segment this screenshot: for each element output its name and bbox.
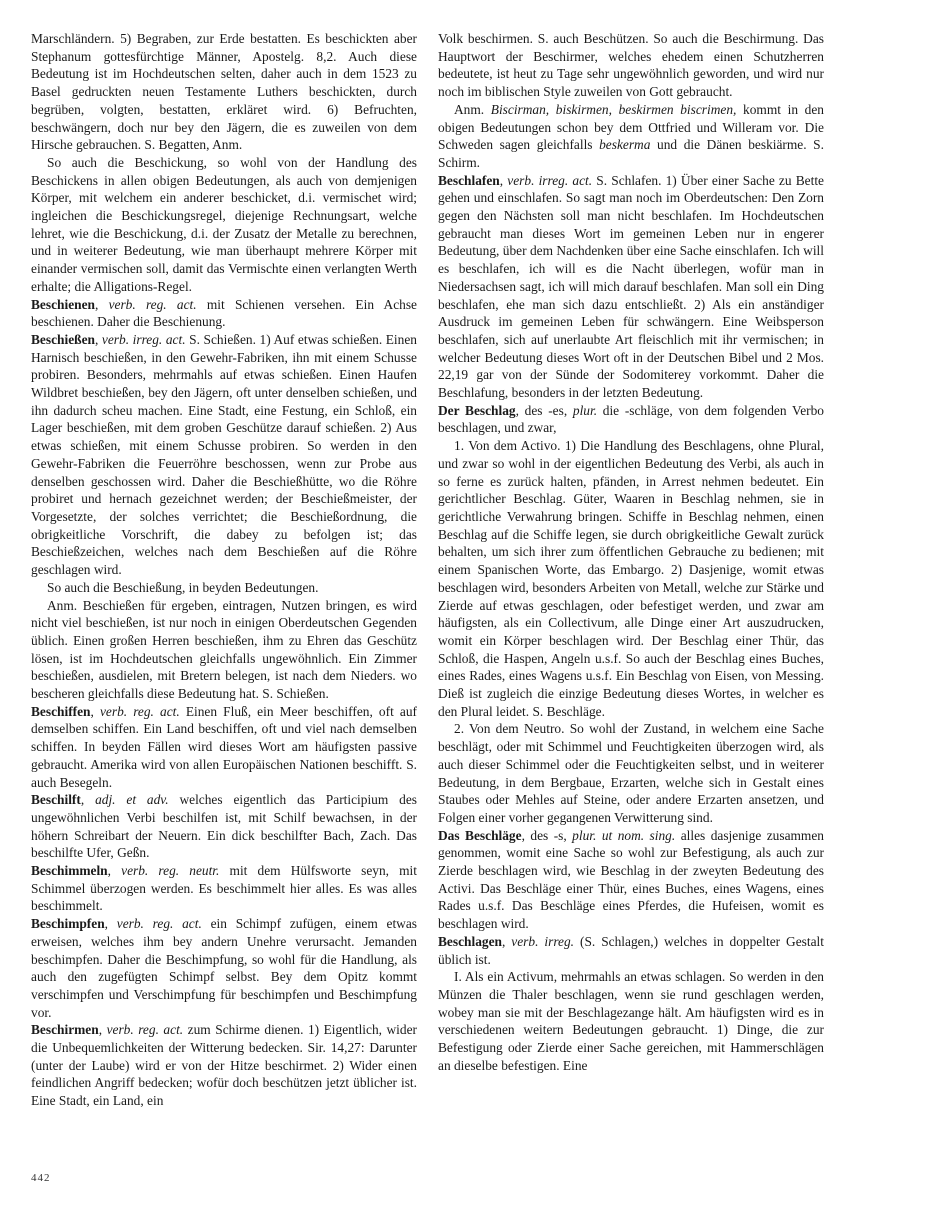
right-column-paragraph [438, 30, 824, 101]
entry-text: , [107, 863, 122, 879]
grammar-label: adj. et adv. [95, 792, 169, 808]
left-column-paragraph [31, 331, 417, 579]
entry-text: 2. Von dem Neutro. So wohl der Zustand, in welchem eine Sache beschlägt, oder mit Schimmel und Feuchtigkeiten überzogen wird, als auch dieser Schimmel oder die Feuchtigkeiten selbst, und in weiterer Bedeutung, in dem Bergbaue, Erzarten, welche sich in Gestalt eines Staubes oder Mehles auf Steine, oder andere Erzarten ansetzen, und Folgen einer vorher gegangenen Verwitterung sind. [438, 721, 824, 825]
headword: Beschirmen [31, 1022, 99, 1038]
grammar-label: verb. reg. act. [106, 1022, 184, 1038]
entry-text: Marschländern. 5) Begraben, zur Erde bestatten. Es beschickten aber Stephanum gottesfürchtige Männer, Apostelg. 8,2. Auch diese Bedeutung ist im Hochdeutschen selten, daher auch in dem 1523 zu Basel gedruckten neuen Testamente Luthers beschickten, durch begrüben, volgten, bestatten, erkläret wird. 6) Befruchten, beschwängern, doch nur bey den Jägern, die es zuweilen von dem Hirsche gebrauchen. S. Begatten, Anm. [31, 31, 417, 153]
grammar-label: plur. ut nom. sing. [572, 827, 676, 843]
right-column-paragraph [438, 172, 824, 402]
entry-text: , [98, 1022, 107, 1038]
headword: Beschimpfen [31, 916, 105, 932]
left-column-paragraph [31, 791, 417, 862]
headword: Der Beschlag [438, 402, 516, 418]
left-column-paragraph [31, 30, 417, 154]
right-column-paragraph [438, 101, 824, 172]
headword: Das Beschläge [438, 827, 522, 843]
left-column [31, 30, 417, 1110]
entry-text: mit dem Hülfsworte seyn, mit Schimmel überzogen werden. Es beschimmelt hier alles. Es was alles beschimmelt. [31, 863, 417, 914]
entry-text: (S. Schlagen,) welches in doppelter Gestalt üblich ist. [438, 933, 824, 967]
entry-text: ein Schimpf zufügen, einem etwas erweisen, welches ihm bey andern Unehre verursacht. Jemanden beschimpfen. Daher die Beschimpfung, so wohl für die Handlung, als auch den zugefügten Schimpf selbst. Bey dem Opitz kommt verschimpfen und Verschimpfung für beschimpfen und Beschimpfung vor. [31, 916, 418, 1020]
entry-text: So auch die Beschickung, so wohl von der Handlung des Beschickens in allen obigen Bedeutungen, als auch von demjenigen Körper, mit welchem ein anderer beschicket, d.i. vermischet wird; ingleichen die Beschickungsregel, diejenige Rechnungsart, welche lehret, wie die Beschickung, d.i. der Zusatz der Metalle zu berechnen, und in weiterer Bedeutung, wie man überhaupt mehrere Körper mit einander vermischen soll, damit das Vermischte einen verlangten Werth erhalte; die Alligations-Regel. [31, 154, 417, 294]
headword: Beschießen [31, 331, 95, 347]
entry-text: welches eigentlich das Participium des ungewöhnlichen Verbi beschilfen ist, mit Schilf bewachsen, in der höhern Schreibart der Neuern. Ein dick beschilfter Bach, Zach. Das beschilfte Ufer, Geßn. [31, 792, 417, 861]
right-column-paragraph [438, 968, 824, 1074]
left-column-paragraph [31, 597, 417, 703]
grammar-label: verb. irreg. [511, 933, 575, 949]
right-column-paragraph [438, 402, 824, 437]
entry-text: S. Schießen. 1) Auf etwas schießen. Einen Harnisch beschießen, in den Gewehr-Fabriken, ihn mit einem Schusse probiren. Besonders, mehrmahls auf etwas schießen. Einen Haufen Wildbret beschießen, bey den Jägern, oft unter denselben schießen, und ihn dadurch scheu machen. Eine Stadt, eine Festung, ein Schloß, ein Lager beschießen, mit dem groben Geschütze darauf schießen. 2) Aus etwas schießen, mit einem Schusse probiren. So werden in den Gewehr-Fabriken die Feuerröhre beschossen, wenn zur Probe aus denselben geschossen wird. Daher die Beschießhütte, wo die Röhre probiret und hernach gezeichnet werden; der Beschießmeister, der Vorgesetzte, der solches verrichtet; die Beschießordnung, die obrigkeitliche Vorschrift, die dabey zu befolgen ist; das Beschießzeichen, welches nach dem Beschießen auf die Röhre geschlagen wird. [31, 331, 417, 578]
entry-text: , [94, 296, 109, 312]
entry-text: , [80, 792, 96, 808]
left-column-paragraph [31, 915, 417, 1021]
entry-text: mit Schienen versehen. Ein Achse beschienen. Daher die Beschienung. [31, 296, 417, 330]
headword: Beschienen [31, 296, 95, 312]
grammar-label: Biscirman, biskirmen, beskirmen biscrimen, [490, 101, 737, 117]
entry-text: kommt in den obigen Bedeutungen schon bey dem Ottfried und Willeram vor. Die Schweden sagen gleichfalls [438, 101, 824, 153]
entry-text: 1. Von dem Activo. 1) Die Handlung des Beschlagens, ohne Plural, und zwar so wohl in der eigentlichen Bedeutung des Verbi, als auch in so ferne es zurück halten, pfänden, in Arrest nehmen bedeutet. Ein gerichtlicher Beschlag. Güter, Waaren in Beschlag nehmen, sie in gerichtliche Verwahrung bringen. Schiffe in Beschlag nehmen, einen Beschlag auf die Schiffe legen, sie durch obrigkeitliche Gewalt zurück behalten, um sich ihrer zum öffentlichen Gebrauche zu bedienen; mit einem Spanischen Worte, das Embargo. 2) Dasjenige, womit etwas beschlagen wird, besonders Arbeiten von Metall, welche zur Stärke und Zierde auf etwas geschlagen, oder befestiget werden, und zwar am häufigsten, als ein Collectivum, alle Dinge einer Art auszudrucken, womit ein Körper beschlagen wird. Der Beschlag einer Thür, das Schloß, die Haspen, Angeln u.s.f. So auch der Beschlag eines Buches, eines Rades, eines Wagens u.s.f. Ein Beschlag von Eisen, von Messing. Dieß ist zugleich die einzige Bedeutung dieses Wortes, in welcher es den Plural leidet. S. Beschläge. [438, 438, 824, 719]
left-column-paragraph [31, 703, 417, 792]
entry-text: S. Schlafen. 1) Über einer Sache zu Bette gehen und einschlafen. So sagt man noch im Oberdeutschen: Den Zorn gegen den Nächsten soll man nicht beschlafen. Im Hochdeutschen gebraucht man dieses Wort im gemeinen Leben nur in engerer Bedeutung, über dem Nachdenken über eine Sache einschlafen. Ich will es beschlafen, ich will es die Nacht überlegen, wofür man in Niedersachsen sagt, ich will mich darauf beschlafen. Man soll ein Ding beschlafen, ehe man sich dazu entschließt. 2) Als ein anständiger Ausdruck im gemeinen Leben für schwängern. Eine Weibsperson beschlafen, sich auf unerlaubte Art fleischlich mit ihr vermischen; in welcher Bedeutung dieses Wort oft in der Deutschen Bibel und 2 Mos. 22,19 gar von der Sünde der Sodomiterey vorkommt. Daher die Beschlafung, besonders in der letzten Bedeutung. [438, 172, 825, 401]
entry-text: Anm. Beschießen für ergeben, eintragen, Nutzen bringen, es wird nicht viel beschießen, ist nur noch in einigen Oberdeutschen Gegenden üblich. Einen großen Herren beschießen, ihm zu Ehren das Geschütz lösen, ist im Hochdeutschen gleichfalls ungewöhnlich. Ein Zimmer beschießen, ausdielen, mit Bretern belegen, ist nach dem Nieders. wo bescheren gleichfalls diese Bedeutung hat. S. Schießen. [31, 597, 417, 702]
left-column-paragraph [31, 296, 417, 331]
page-number: 442 [31, 1172, 51, 1184]
entry-text: die -schläge, von dem folgenden Verbo beschlagen, und zwar, [438, 402, 824, 436]
entry-text: zum Schirme dienen. 1) Eigentlich, wider die Unbequemlichkeiten der Witterung bedecken. Sir. 14,27: Darunter (unter der Laube) wird er von der Hitze beschirmet. 2) Wider einen feindlichen Angriff bedecken; wofür doch beschützen jetzt üblicher ist. Eine Stadt, ein Land, ein [31, 1022, 417, 1109]
entry-text: , [94, 331, 102, 347]
grammar-label: verb. reg. act. [116, 916, 202, 932]
grammar-label: verb. irreg. act. [101, 331, 186, 347]
entry-text: , [104, 916, 117, 932]
grammar-label: plur. [572, 402, 598, 418]
left-column-paragraph [31, 862, 417, 915]
entry-text: alles dasjenige zusammen genommen, womit eine Sache so wohl zur Befestigung, als auch zur Zierde beschlagen wird, wie Beschlag in der zweyten Bedeutung des Activi. Das Beschläge einer Thür, eines Buches, eines Wagens, eines Rades u.s.f. Das Beschläge eines Pferdes, die Hufeisen, womit es beschlagen wird. [438, 827, 824, 932]
headword: Beschilft [31, 792, 81, 808]
right-column [438, 30, 824, 1074]
grammar-label: verb. reg. neutr. [121, 863, 220, 879]
entry-text: Einen Fluß, ein Meer beschiffen, oft auf demselben schiffen. Ein Land beschiffen, oft und viel nach demselben schiffen. In beyden Fällen wird dieses Wort am häufigsten passive gebraucht. Amerika wird von allen Europäischen Nationen beschifft. S. auch Besegeln. [31, 703, 417, 790]
entry-text: , des -s, [521, 827, 573, 843]
right-column-paragraph [438, 933, 824, 968]
entry-text: Anm. [454, 101, 491, 117]
grammar-label: verb. reg. act. [108, 296, 197, 312]
grammar-label: verb. reg. act. [99, 703, 180, 719]
entry-text: So auch die Beschießung, in beyden Bedeutungen. [47, 579, 319, 595]
headword: Beschlagen [438, 933, 502, 949]
entry-text: und die Dänen beskiärme. S. Schirm. [438, 137, 824, 170]
headword: Beschimmeln [31, 863, 108, 879]
entry-text: , [90, 703, 100, 719]
left-column-paragraph [31, 154, 417, 296]
entry-text: Volk beschirmen. S. auch Beschützen. So auch die Beschirmung. Das Hauptwort der Beschirmer, welches ehedem einen Schutzherren bedeutete, ist heut zu Tage sehr ungewöhnlich geworden, und wird nur noch im biblischen Style zuweilen von Gott gebraucht. [438, 31, 824, 100]
entry-text: , des -es, [515, 402, 573, 418]
grammar-label: beskerma [599, 137, 651, 153]
right-column-paragraph [438, 437, 824, 720]
right-column-paragraph [438, 720, 824, 826]
left-column-paragraph [31, 1021, 417, 1110]
headword: Beschiffen [31, 703, 91, 719]
headword: Beschlafen [438, 172, 500, 188]
grammar-label: verb. irreg. act. [507, 172, 593, 188]
right-column-paragraph [438, 827, 824, 933]
entry-text: , [499, 172, 508, 188]
entry-text: I. Als ein Activum, mehrmahls an etwas schlagen. So werden in den Münzen die Thaler beschlagen, wenn sie rund geschlagen werden, wobey man sie mit der Beschlagezange hält. Am häufigsten wird es in verschiedenen weitern Bedeutungen gebraucht. 1) Dinge, die zur Befestigung oder Zierde einer Sache gereichen, mit Hammerschlägen an dieselbe befestigen. Eine [438, 969, 824, 1073]
left-column-paragraph [31, 579, 417, 597]
entry-text: , [501, 933, 512, 949]
